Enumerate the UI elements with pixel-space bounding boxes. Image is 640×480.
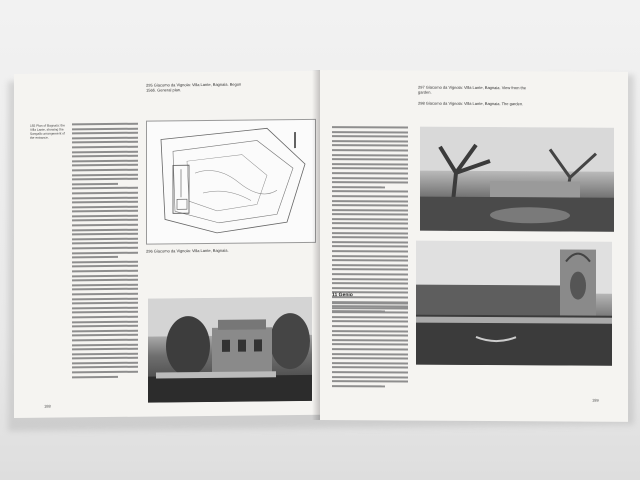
left-text-column: [72, 123, 138, 381]
left-page-number: 188: [44, 403, 51, 409]
garden-tree-photo: [420, 127, 614, 232]
site-plan: [146, 119, 316, 245]
fountain-photo: [416, 241, 612, 366]
villa-photo-drawing: [148, 297, 312, 403]
fountain-photo-drawing: [416, 241, 612, 366]
left-page: [14, 71, 320, 418]
site-plan-drawing: [147, 120, 315, 244]
right-text-column-upper: [332, 126, 408, 315]
garden-tree-photo-drawing: [420, 127, 614, 232]
right-text-column-lower: [332, 302, 408, 390]
right-photo-caption-2: 298 Giacomo da Vignola: Villa Lante, Bagnaia. The garden.: [418, 100, 524, 107]
photo-caption: 296 Giacomo da Vignola: Villa Lante, Bagnaia.: [146, 247, 229, 254]
villa-photo: [148, 297, 312, 403]
right-photo-caption: 297 Giacomo da Vignola: Villa Lante, Bagnaia. View from the garden.: [418, 84, 527, 95]
right-page-number: 189: [592, 397, 599, 403]
side-note: 155 Plan of Bagnaia: the Villa Lante, showing the Sangallo arrangement of the entrance.: [30, 123, 65, 140]
right-page: [320, 70, 628, 422]
section-title: 11 Genio: [332, 292, 353, 299]
plan-caption: 295 Giacomo da Vignola: Villa Lante, Bagnaia. Begun 1566. General plan.: [146, 81, 242, 93]
